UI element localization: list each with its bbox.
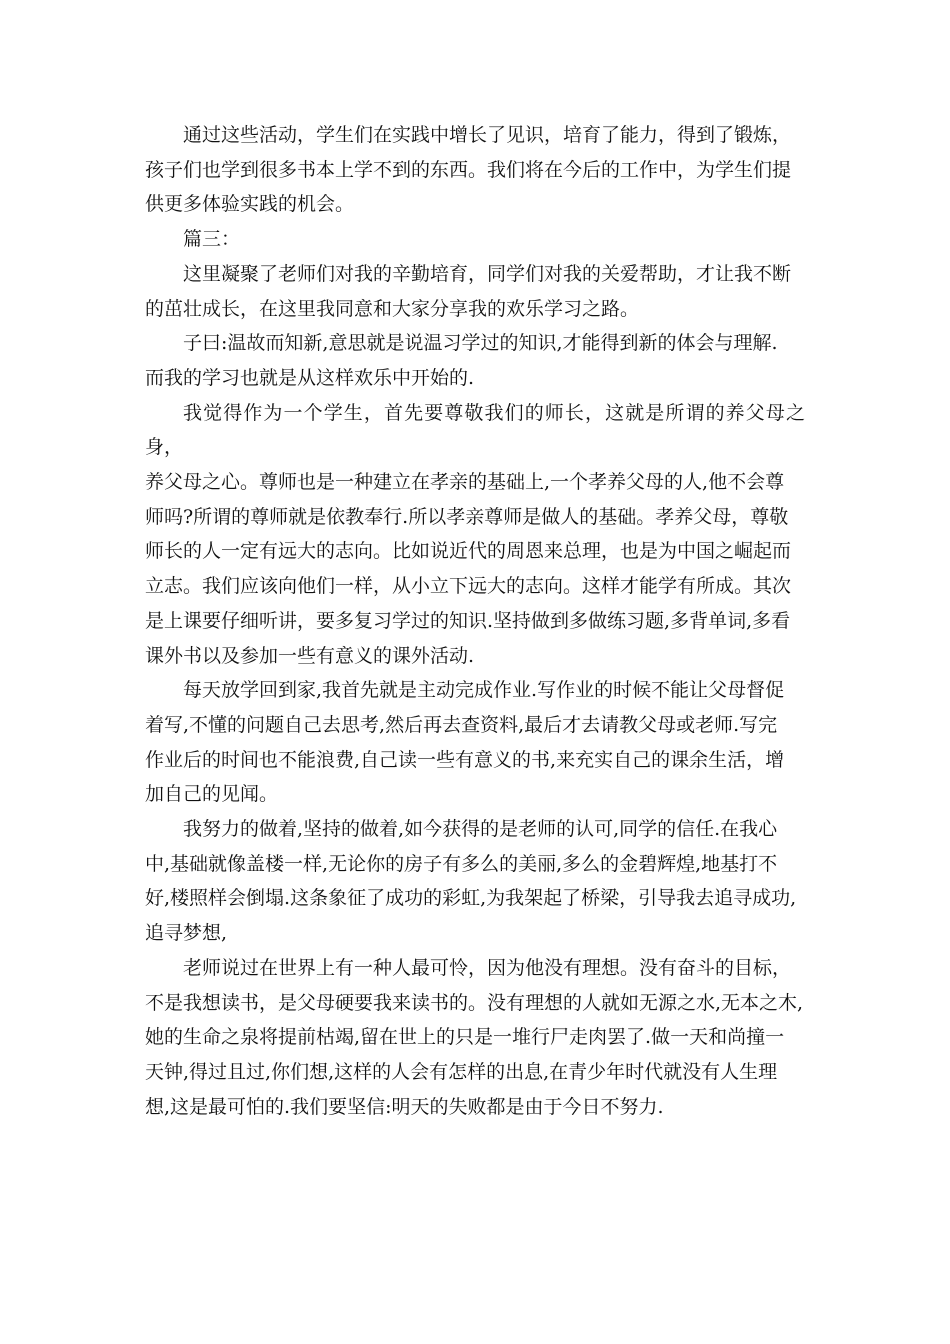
paragraph-homework: 每天放学回到家,我首先就是主动完成作业.写作业的时候不能让父母督促 着写,不懂的问题自己去思考,然后再去查资料,最后才去请教父母或老师.写完 作业后的时间也不能浪费,自己读一些有意义的书,来充实自己的课余生活，增 加自己的见闻。 bbox=[145, 679, 785, 806]
document-page bbox=[145, 118, 805, 1124]
section-heading: 篇三： bbox=[183, 228, 241, 251]
paragraph-ideals: 老师说过在世界上有一种人最可怜，因为他没有理想。没有奋斗的目标， 不是我想读书，是父母硬要我来读书的。没有理想的人就如无源之水,无本之木, 她的生命之泉将提前枯竭,留在世上的只是一堆行尸走肉罢了.做一天和尚撞一 天钟,得过且过,你们想,这样的人会有怎样的出息,在青少年时代就没有人生理 想,这是最可怕的.我们要坚信:明天的失败都是由于今日不努力. bbox=[145, 956, 804, 1118]
paragraph-activities: 通过这些活动，学生们在实践中增长了见识，培育了能力，得到了锻炼， 孩子们也学到很多书本上学不到的东西。我们将在今后的工作中，为学生们提 供更多体验实践的机会。 bbox=[145, 124, 792, 216]
paragraph-confucius: 子曰:温故而知新,意思就是说温习学过的知识,才能得到新的体会与理解. 而我的学习也就是从这样欢乐中开始的. bbox=[145, 332, 778, 389]
paragraph-effort: 我努力的做着,坚持的做着,如今获得的是老师的认可,同学的信任.在我心 中,基础就像盖楼一样,无论你的房子有多么的美丽,多么的金碧辉煌,地基打不 好,楼照样会倒塌.这条象征了成功的彩虹,为我架起了桥梁，引导我去追寻成功, 追寻梦想, bbox=[145, 818, 797, 945]
paragraph-respect-teachers: 我觉得作为一个学生，首先要尊敬我们的师长，这就是所谓的养父母之身， 养父母之心。尊师也是一种建立在孝亲的基础上,一个孝养父母的人,他不会尊 师吗?所谓的尊师就是依教奉行.所以孝亲尊师是做人的基础。孝养父母，尊敬 师长的人一定有远大的志向。比如说近代的周恩来总理，也是为中国之崛起而 立志。我们应该向他们一样，从小立下远大的志向。这样才能学有所成。其次 是上课要仔细听讲，要多复习学过的知识.坚持做到多做练习题,多背单词,多看 课外书以及参加一些有意义的课外活动. bbox=[145, 401, 805, 667]
paragraph-intro: 这里凝聚了老师们对我的辛勤培育，同学们对我的关爱帮助，才让我不断 的茁壮成长，在这里我同意和大家分享我的欢乐学习之路。 bbox=[145, 262, 792, 320]
